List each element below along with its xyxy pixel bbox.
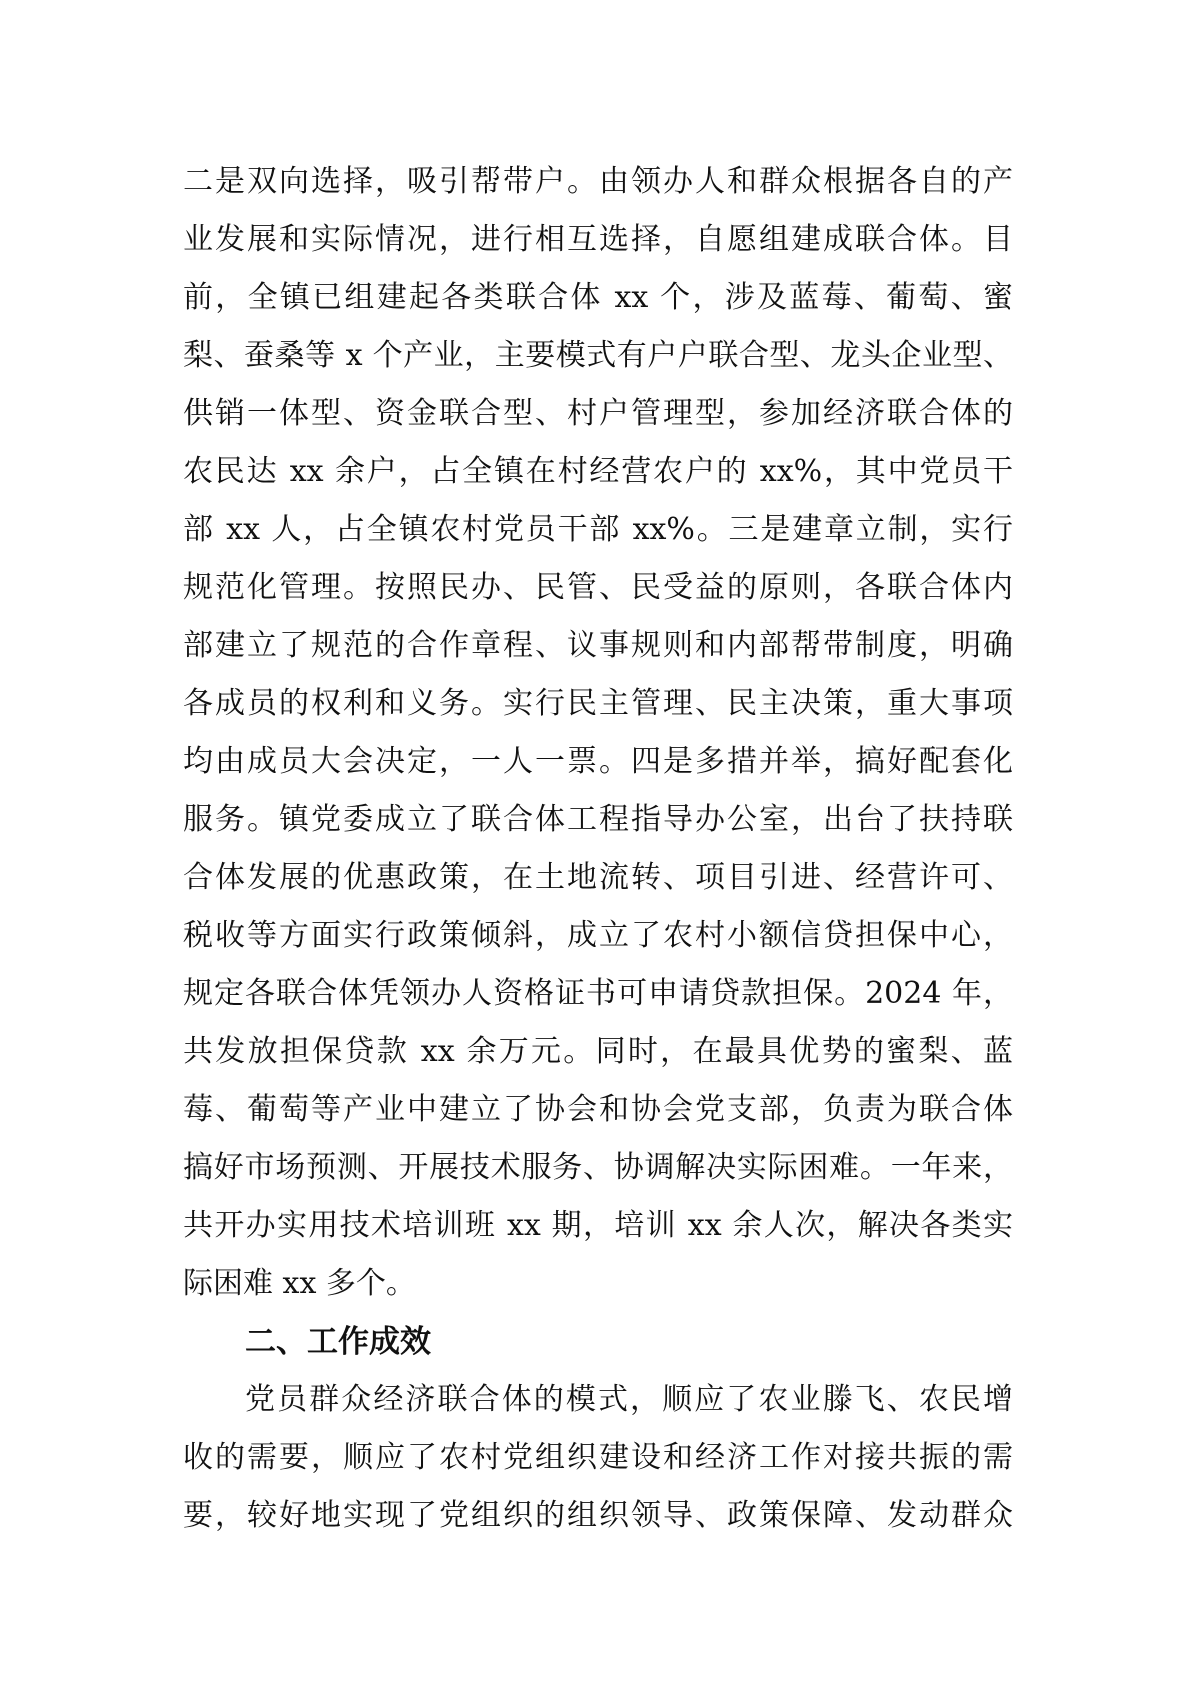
paragraph-line: 莓、葡萄等产业中建立了协会和协会党支部，负责为联合体 [183, 1092, 1013, 1127]
paragraph-2 [183, 1371, 1013, 1545]
paragraph-line: 二是双向选择，吸引帮带户。由领办人和群众根据各自的产 [183, 164, 1013, 199]
paragraph-line: 合体发展的优惠政策，在土地流转、项目引进、经营许可、 [183, 860, 1013, 895]
paragraph-1 [183, 153, 1013, 1313]
paragraph-line: 共开办实用技术培训班 xx 期，培训 xx 余人次，解决各类实 [183, 1208, 1013, 1243]
paragraph-line: 税收等方面实行政策倾斜，成立了农村小额信贷担保中心， [183, 918, 1013, 953]
paragraph-line: 规范化管理。按照民办、民管、民受益的原则，各联合体内 [183, 570, 1013, 605]
paragraph-line: 均由成员大会决定，一人一票。四是多措并举，搞好配套化 [183, 744, 1013, 779]
section-heading: 二、工作成效 [245, 1324, 431, 1360]
paragraph-line: 要，较好地实现了党组织的组织领导、政策保障、发动群众 [183, 1498, 1013, 1533]
paragraph-line: 梨、蚕桑等 x 个产业，主要模式有户户联合型、龙头企业型、 [183, 338, 1013, 373]
paragraph-line: 业发展和实际情况，进行相互选择，自愿组建成联合体。目 [183, 222, 1013, 257]
paragraph-line: 际困难 xx 多个。 [183, 1266, 416, 1301]
paragraph-line: 供销一体型、资金联合型、村户管理型，参加经济联合体的 [183, 396, 1013, 431]
paragraph-line: 收的需要，顺应了农村党组织建设和经济工作对接共振的需 [183, 1440, 1013, 1475]
paragraph-line: 党员群众经济联合体的模式，顺应了农业滕飞、农民增 [245, 1382, 1013, 1417]
paragraph-line: 农民达 xx 余户，占全镇在村经营农户的 xx%，其中党员干 [183, 454, 1013, 489]
paragraph-line: 共发放担保贷款 xx 余万元。同时，在最具优势的蜜梨、蓝 [183, 1034, 1013, 1069]
paragraph-line: 服务。镇党委成立了联合体工程指导办公室，出台了扶持联 [183, 802, 1013, 837]
paragraph-line: 前，全镇已组建起各类联合体 xx 个，涉及蓝莓、葡萄、蜜 [183, 280, 1013, 315]
document-body [183, 153, 1013, 1545]
paragraph-line: 部 xx 人，占全镇农村党员干部 xx%。三是建章立制，实行 [183, 512, 1013, 547]
paragraph-line: 各成员的权利和义务。实行民主管理、民主决策，重大事项 [183, 686, 1013, 721]
paragraph-line: 规定各联合体凭领办人资格证书可申请贷款担保。2024 年， [183, 976, 1013, 1011]
paragraph-line: 部建立了规范的合作章程、议事规则和内部帮带制度，明确 [183, 628, 1013, 663]
paragraph-line: 搞好市场预测、开展技术服务、协调解决实际困难。一年来， [183, 1150, 1013, 1185]
